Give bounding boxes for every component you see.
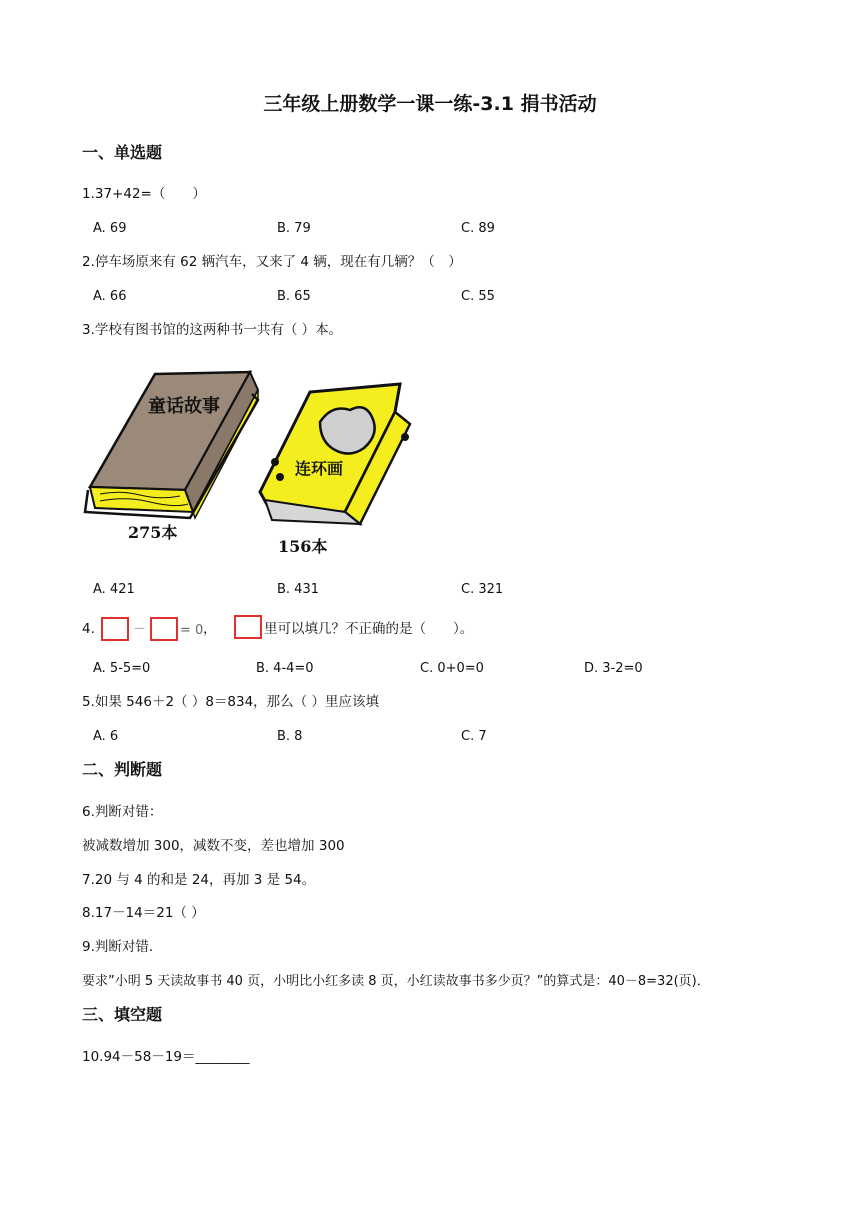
- question-6-stem: 6.判断对错：: [82, 804, 163, 820]
- q2-option-a: A. 66: [93, 289, 127, 304]
- equals-zero: = 0: [180, 623, 204, 638]
- question-1-stem: 1.37+42=（ ）: [82, 186, 206, 202]
- question-4-stem: 里可以填几？不正确的是（ ）。: [264, 621, 474, 637]
- q4-option-d: D. 3-2=0: [584, 661, 643, 676]
- book1-count: 275本: [128, 523, 178, 542]
- q1-option-b: B. 79: [277, 221, 311, 236]
- q1-option-c: C. 89: [461, 221, 495, 236]
- q5-option-c: C. 7: [461, 729, 487, 744]
- blank-box-1: [101, 617, 129, 641]
- page-title: 三年级上册数学一课一练-3.1 捐书活动: [263, 93, 597, 115]
- comic-book-image: [260, 384, 410, 524]
- question-6-body: 被减数增加 300，减数不变，差也增加 300: [82, 838, 345, 854]
- question-7-stem: 7.20 与 4 的和是 24，再加 3 是 54。: [82, 872, 316, 888]
- q3-option-c: C. 321: [461, 582, 504, 597]
- section-heading-true-false: 二、判断题: [82, 760, 163, 779]
- question-2-stem: 2.停车场原来有 62 辆汽车，又来了 4 辆，现在有几辆？（ ）: [82, 254, 462, 270]
- q4-option-a: A. 5-5=0: [93, 661, 151, 676]
- q4-comma: ，: [203, 621, 217, 637]
- fairy-tale-book-image: [85, 372, 258, 518]
- question-3-stem: 3.学校有图书馆的这两种书一共有（ ）本。: [82, 322, 343, 338]
- blank-box-2: [150, 617, 178, 641]
- q3-option-b: B. 431: [277, 582, 319, 597]
- book1-title: 童话故事: [148, 396, 220, 417]
- q2-option-c: C. 55: [461, 289, 495, 304]
- q5-option-b: B. 8: [277, 729, 303, 744]
- minus-sign: －: [133, 622, 147, 637]
- question-8-stem: 8.17－14＝21（ ）: [82, 905, 205, 921]
- question-4-number: 4.: [82, 621, 95, 637]
- q4-option-b: B. 4-4=0: [256, 661, 314, 676]
- question-10-stem: 10.94－58－19＝________: [82, 1049, 250, 1065]
- q1-option-a: A. 69: [93, 221, 127, 236]
- question-9-stem: 9.判断对错．: [82, 939, 163, 955]
- blank-box-3: [234, 615, 262, 639]
- q2-option-b: B. 65: [277, 289, 311, 304]
- question-5-stem: 5.如果 546＋2（ ）8＝834，那么（ ）里应该填: [82, 694, 379, 710]
- books-illustration: [80, 362, 430, 562]
- q5-option-a: A. 6: [93, 729, 119, 744]
- book2-title: 连环画: [295, 459, 344, 478]
- book2-count: 156本: [278, 537, 328, 556]
- question-9-body: 要求”小明 5 天读故事书 40 页，小明比小红多读 8 页，小红读故事书多少页？”的算式是：40－8=32(页)．: [82, 974, 710, 989]
- q4-option-c: C. 0+0=0: [420, 661, 484, 676]
- section-heading-fill-blank: 三、填空题: [82, 1005, 163, 1024]
- q3-option-a: A. 421: [93, 582, 135, 597]
- section-heading-single-choice: 一、单选题: [82, 143, 163, 162]
